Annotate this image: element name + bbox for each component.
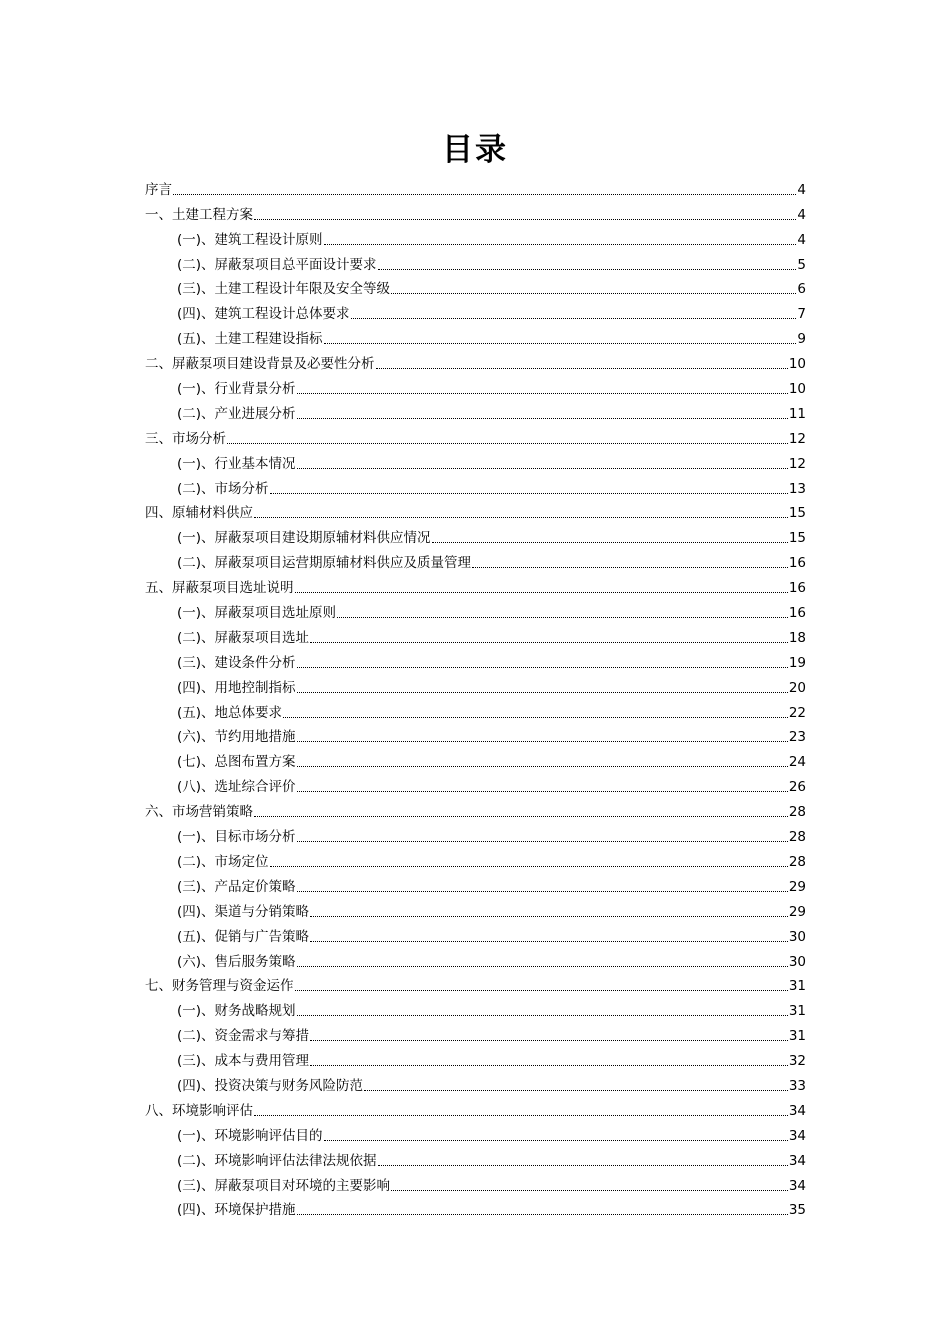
dot-leader (376, 368, 788, 369)
toc-page-number: 28 (788, 829, 806, 846)
dot-leader (391, 1190, 788, 1191)
dot-leader (297, 692, 788, 693)
toc-entry-label: (一)、行业背景分析 (177, 381, 296, 398)
dot-leader (297, 766, 788, 767)
toc-entry-label: (四)、环境保护措施 (177, 1202, 296, 1219)
toc-subentry[interactable] (145, 622, 806, 647)
dot-leader (254, 219, 796, 220)
toc-entry-label: (三)、成本与费用管理 (177, 1053, 310, 1070)
toc-page-number: 23 (788, 729, 806, 746)
toc-subentry[interactable] (145, 1020, 806, 1045)
dot-leader (324, 343, 797, 344)
toc-subentry[interactable] (145, 323, 806, 348)
toc-entry-label: (二)、屏蔽泵项目总平面设计要求 (177, 256, 377, 273)
toc-entry[interactable] (145, 174, 806, 199)
toc-entry-label: 三、市场分析 (145, 430, 226, 447)
dot-leader (310, 916, 788, 917)
dot-leader (283, 717, 788, 718)
toc-entry-label: (一)、行业基本情况 (177, 455, 296, 472)
toc-subentry[interactable] (145, 995, 806, 1020)
toc-page-number: 29 (788, 878, 806, 895)
dot-leader (270, 866, 788, 867)
toc-subentry[interactable] (145, 597, 806, 622)
toc-entry-label: (七)、总图布置方案 (177, 754, 296, 771)
toc-subentry[interactable] (145, 672, 806, 697)
toc-entry-label: (四)、投资决策与财务风险防范 (177, 1077, 364, 1094)
toc-entry-label: (二)、产业进展分析 (177, 405, 296, 422)
toc-page-number: 30 (788, 928, 806, 945)
toc-entry-label: 五、屏蔽泵项目选址说明 (145, 580, 294, 597)
toc-page-number: 10 (788, 356, 806, 373)
toc-subentry[interactable] (145, 224, 806, 249)
toc-entry-label: (一)、环境影响评估目的 (177, 1127, 323, 1144)
dot-leader (297, 1015, 788, 1016)
dot-leader (364, 1090, 788, 1091)
toc-entry-label: (五)、促销与广告策略 (177, 928, 310, 945)
toc-page-number: 29 (788, 903, 806, 920)
toc-entry-label: 二、屏蔽泵项目建设背景及必要性分析 (145, 356, 375, 373)
toc-subentry[interactable] (145, 697, 806, 722)
toc-entry[interactable] (145, 199, 806, 224)
dot-leader (310, 1040, 788, 1041)
dot-leader (254, 816, 788, 817)
dot-leader (337, 617, 788, 618)
toc-page-number: 28 (788, 853, 806, 870)
dot-leader (310, 941, 788, 942)
toc-subentry[interactable] (145, 522, 806, 547)
dot-leader (270, 493, 788, 494)
toc-entry-label: (一)、建筑工程设计原则 (177, 231, 323, 248)
toc-page-number: 10 (788, 381, 806, 398)
toc-subentry[interactable] (145, 373, 806, 398)
toc-subentry[interactable] (145, 1195, 806, 1220)
toc-page-number: 32 (788, 1053, 806, 1070)
dot-leader (297, 791, 788, 792)
toc-entry-label: (二)、屏蔽泵项目运营期原辅材料供应及质量管理 (177, 555, 472, 572)
toc-page-number: 16 (788, 580, 806, 597)
dot-leader (297, 393, 788, 394)
toc-page-number: 31 (788, 1003, 806, 1020)
toc-subentry[interactable] (145, 921, 806, 946)
dot-leader (297, 667, 788, 668)
toc-subentry[interactable] (145, 448, 806, 473)
toc-page-number: 28 (788, 804, 806, 821)
toc-subentry[interactable] (145, 946, 806, 971)
toc-entry-label: (二)、屏蔽泵项目选址 (177, 629, 310, 646)
dot-leader (310, 1065, 788, 1066)
toc-subentry[interactable] (145, 1120, 806, 1145)
toc-page-number: 35 (788, 1202, 806, 1219)
toc-subentry[interactable] (145, 298, 806, 323)
toc-page-number: 13 (788, 480, 806, 497)
toc-subentry[interactable] (145, 846, 806, 871)
toc-page-number: 33 (788, 1077, 806, 1094)
toc-entry-label: (四)、渠道与分销策略 (177, 903, 310, 920)
dot-leader (295, 592, 788, 593)
toc-entry-label: (五)、土建工程建设指标 (177, 331, 323, 348)
dot-leader (324, 1140, 788, 1141)
dot-leader (297, 966, 788, 967)
dot-leader (297, 1214, 788, 1215)
toc-entry[interactable] (145, 971, 806, 996)
toc-entry-label: 四、原辅材料供应 (145, 505, 253, 522)
toc-subentry[interactable] (145, 896, 806, 921)
toc-subentry[interactable] (145, 821, 806, 846)
toc-entry-label: (一)、财务战略规划 (177, 1003, 296, 1020)
toc-entry-label: (三)、产品定价策略 (177, 878, 296, 895)
toc-entry-label: (二)、资金需求与筹措 (177, 1028, 310, 1045)
dot-leader (254, 1115, 788, 1116)
toc-entry-label: 一、土建工程方案 (145, 206, 253, 223)
toc-subentry[interactable] (145, 398, 806, 423)
toc-page-number: 7 (797, 306, 806, 323)
toc-entry[interactable] (145, 423, 806, 448)
toc-subentry[interactable] (145, 249, 806, 274)
toc-page-number: 5 (797, 256, 806, 273)
dot-leader (378, 269, 797, 270)
toc-page-number: 20 (788, 679, 806, 696)
toc-entry-label: 八、环境影响评估 (145, 1102, 253, 1119)
toc-page-number: 34 (788, 1177, 806, 1194)
toc-page-number: 34 (788, 1102, 806, 1119)
toc-subentry[interactable] (145, 1070, 806, 1095)
dot-leader (391, 293, 796, 294)
toc-entry-label: (五)、地总体要求 (177, 704, 283, 721)
dot-leader (297, 418, 788, 419)
toc-entry[interactable] (145, 498, 806, 523)
dot-leader (310, 642, 788, 643)
toc-entry[interactable] (145, 1095, 806, 1120)
toc-entry-label: (一)、屏蔽泵项目选址原则 (177, 605, 337, 622)
toc-page-number: 34 (788, 1127, 806, 1144)
toc-page-number: 4 (797, 181, 806, 198)
dot-leader (351, 318, 797, 319)
toc-subentry[interactable] (145, 771, 806, 796)
toc-page-number: 15 (788, 505, 806, 522)
toc-entry-label: (一)、屏蔽泵项目建设期原辅材料供应情况 (177, 530, 431, 547)
toc-page-number: 26 (788, 779, 806, 796)
toc-entry[interactable] (145, 796, 806, 821)
toc-page-number: 22 (788, 704, 806, 721)
toc-subentry[interactable] (145, 473, 806, 498)
dot-leader (432, 542, 788, 543)
toc-page-number: 12 (788, 455, 806, 472)
toc-subentry[interactable] (145, 1145, 806, 1170)
toc-subentry[interactable] (145, 871, 806, 896)
toc-title: 目录 (442, 132, 508, 168)
toc-page-number: 6 (797, 281, 806, 298)
toc-entry[interactable] (145, 348, 806, 373)
toc-entry-label: 序言 (145, 181, 172, 198)
dot-leader (297, 891, 788, 892)
dot-leader (378, 1165, 788, 1166)
toc-page-number: 15 (788, 530, 806, 547)
toc-subentry[interactable] (145, 1045, 806, 1070)
dot-leader (297, 741, 788, 742)
dot-leader (254, 517, 788, 518)
toc-page-number: 30 (788, 953, 806, 970)
toc-entry-label: (四)、建筑工程设计总体要求 (177, 306, 350, 323)
toc-entry-label: (四)、用地控制指标 (177, 679, 296, 696)
toc-page-number: 4 (797, 206, 806, 223)
toc-subentry[interactable] (145, 722, 806, 747)
toc-subentry[interactable] (145, 647, 806, 672)
toc-page-number: 16 (788, 605, 806, 622)
toc-page-number: 4 (797, 231, 806, 248)
toc-entry-label: (二)、市场分析 (177, 480, 269, 497)
toc-page-number: 31 (788, 1028, 806, 1045)
dot-leader (297, 468, 788, 469)
toc-page-number: 24 (788, 754, 806, 771)
dot-leader (297, 841, 788, 842)
toc-entry-label: (二)、市场定位 (177, 853, 269, 870)
dot-leader (295, 990, 788, 991)
toc-page-number: 16 (788, 555, 806, 572)
toc-entry-label: 七、财务管理与资金运作 (145, 978, 294, 995)
toc-entry-label: (三)、建设条件分析 (177, 654, 296, 671)
toc-page-number: 34 (788, 1152, 806, 1169)
toc-entry-label: 六、市场营销策略 (145, 804, 253, 821)
toc-entry[interactable] (145, 572, 806, 597)
dot-leader (324, 244, 797, 245)
toc-entry-label: (一)、目标市场分析 (177, 829, 296, 846)
toc-page-number: 9 (797, 331, 806, 348)
toc-entry-label: (三)、土建工程设计年限及安全等级 (177, 281, 391, 298)
toc-page-number: 31 (788, 978, 806, 995)
toc-entry-label: (三)、屏蔽泵项目对环境的主要影响 (177, 1177, 391, 1194)
toc-page-number: 12 (788, 430, 806, 447)
dot-leader (472, 567, 788, 568)
dot-leader (227, 443, 788, 444)
toc-subentry[interactable] (145, 1170, 806, 1195)
toc-subentry[interactable] (145, 274, 806, 299)
toc-entry-label: (六)、售后服务策略 (177, 953, 296, 970)
toc-subentry[interactable] (145, 746, 806, 771)
toc-subentry[interactable] (145, 547, 806, 572)
table-of-contents (145, 174, 806, 1219)
dot-leader (173, 194, 796, 195)
toc-page-number: 11 (788, 405, 806, 422)
toc-entry-label: (六)、节约用地措施 (177, 729, 296, 746)
toc-entry-label: (八)、选址综合评价 (177, 779, 296, 796)
toc-page-number: 19 (788, 654, 806, 671)
toc-entry-label: (二)、环境影响评估法律法规依据 (177, 1152, 377, 1169)
toc-page-number: 18 (788, 629, 806, 646)
